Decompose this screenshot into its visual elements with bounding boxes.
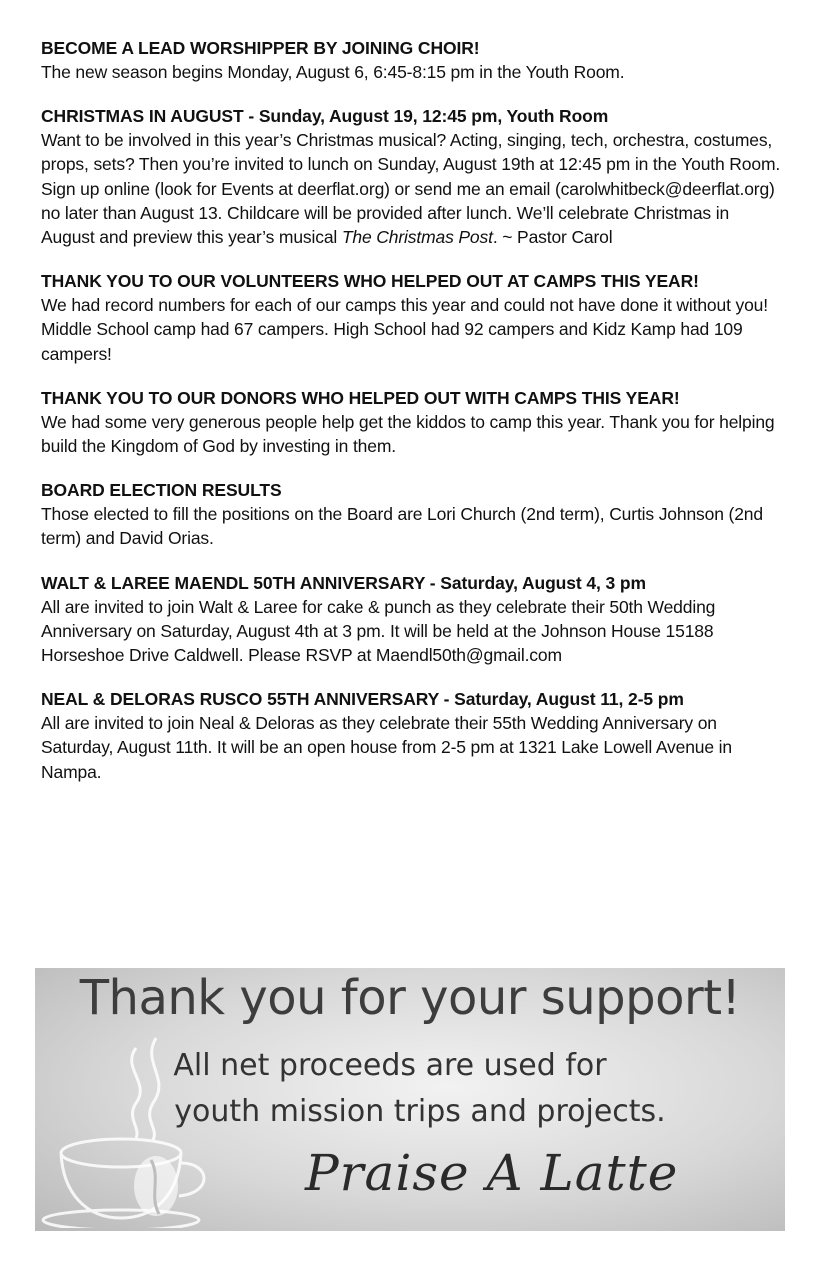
- banner-line-2: youth mission trips and projects.: [174, 1094, 666, 1129]
- section-body: We had record numbers for each of our camps this year and could not have done it without you! Middle School camp had 67 campers. High School had 92 campers and Kidz Kamp had 109 campers!: [41, 295, 768, 364]
- bulletin-page: [41, 36, 786, 804]
- body-text: Want to be involved in this year’s Christmas musical? Acting, singing, tech, orchestra, costumes, props, sets? Then you’re invited to lunch on Sunday, August 19th at 12:45 pm in the Youth Room. Sign up online (look for Events at deerflat.org) or send me an email (carolwhitbeck@deerflat.org) no later than August 13. Childcare will be provided after lunch. We’ll celebrate Christmas in August and preview this year’s musical: [41, 130, 781, 248]
- section-heading: BOARD ELECTION RESULTS: [41, 480, 282, 501]
- section-heading: NEAL & DELORAS RUSCO 55TH ANNIVERSARY - Saturday, August 11, 2-5 pm: [41, 689, 684, 710]
- section-heading: WALT & LAREE MAENDL 50TH ANNIVERSARY - Saturday, August 4, 3 pm: [41, 572, 646, 593]
- section-heading: CHRISTMAS IN AUGUST - Sunday, August 19, 12:45 pm, Youth Room: [41, 106, 609, 127]
- choir-announcement: [41, 36, 786, 84]
- musical-title: The Christmas Post: [341, 227, 493, 248]
- section-body: [41, 128, 786, 249]
- section-body: We had some very generous people help get the kiddos to camp this year. Thank you for helping build the Kingdom of God by investing in them.: [41, 411, 775, 457]
- praise-a-latte-banner: [35, 968, 785, 1231]
- board-election-results: [41, 478, 786, 550]
- maendl-anniversary: [41, 571, 786, 668]
- section-body: Those elected to fill the positions on the Board are Lori Church (2nd term), Curtis Johnson (2nd term) and David Orias.: [41, 504, 763, 549]
- section-body: All are invited to join Walt & Laree for cake & punch as they celebrate their 50th Wedding Anniversary on Saturday, August 4th at 3 pm. It will be held at the Johnson House 15188 Horseshoe Drive Caldwell. Please RSVP at Maendl50th@gmail.com: [41, 596, 716, 666]
- section-heading: THANK YOU TO OUR DONORS WHO HELPED OUT WITH CAMPS THIS YEAR!: [41, 387, 680, 408]
- banner-headline: Thank you for your support!: [79, 970, 741, 1026]
- banner-signature: Praise A Latte: [305, 1144, 679, 1202]
- rusco-anniversary: [41, 687, 786, 784]
- banner-line-1: All net proceeds are used for: [173, 1048, 607, 1083]
- christmas-in-august-announcement: [41, 104, 786, 249]
- section-body: All are invited to join Neal & Deloras as they celebrate their 55th Wedding Anniversary on Saturday, August 11th. It will be an open house from 2-5 pm at 1321 Lake Lowell Avenue in Nampa.: [41, 713, 732, 782]
- volunteers-thanks: [41, 269, 786, 366]
- section-heading: THANK YOU TO OUR VOLUNTEERS WHO HELPED OUT AT CAMPS THIS YEAR!: [41, 271, 699, 292]
- section-heading: BECOME A LEAD WORSHIPPER BY JOINING CHOIR!: [41, 38, 480, 58]
- donors-thanks: [41, 386, 786, 458]
- section-body: The new season begins Monday, August 6, 6:45-8:15 pm in the Youth Room.: [41, 62, 625, 82]
- body-signoff: . ~ Pastor Carol: [492, 227, 613, 248]
